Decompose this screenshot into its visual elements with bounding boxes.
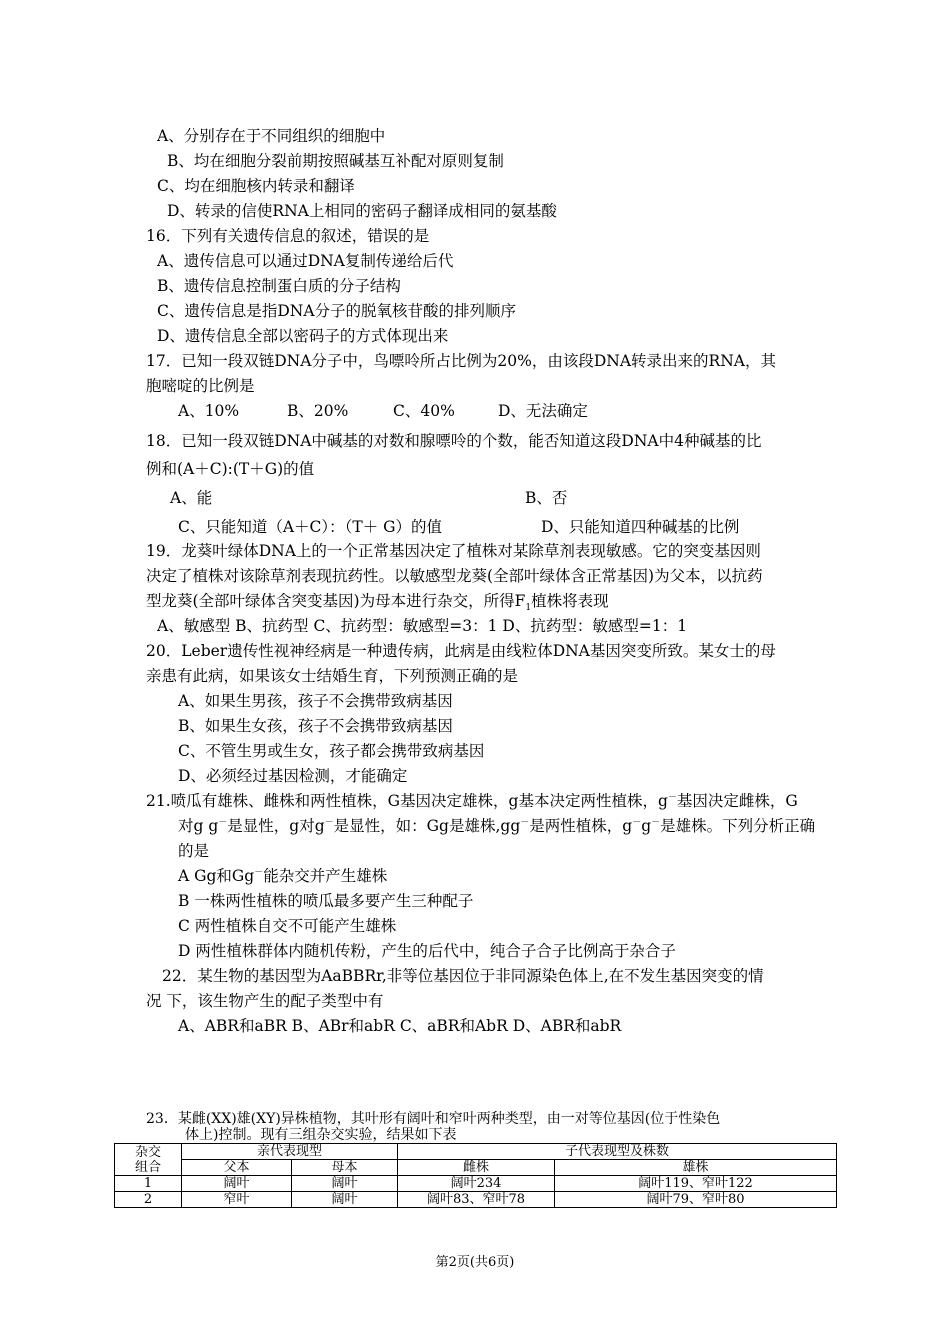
q20-option-c: C、不管生男或生女，孩子都会携带致病基因: [178, 742, 485, 760]
header-father: 父本: [182, 1160, 292, 1176]
q15-option-d: D、转录的信使RNA上相同的密码子翻译成相同的氨基酸: [167, 202, 557, 220]
q16-option-a: A、遗传信息可以通过DNA复制传递给后代: [157, 252, 454, 270]
table-cell: 1: [115, 1176, 182, 1192]
table-row: [115, 1192, 837, 1208]
q20-option-a: A、如果生男孩，孩子不会携带致病基因: [178, 692, 453, 710]
q19-stem-line2: 决定了植株对该除草剂表现抗药性。以敏感型龙葵(全部叶绿体含正常基因)为父本，以抗药: [146, 567, 763, 585]
q21-sup1: －: [667, 792, 677, 803]
q21-sup7: －: [254, 867, 264, 878]
table-cell: 阔叶83、窄叶78: [398, 1192, 555, 1208]
q21-l1a: 21.喷瓜有雄株、雌株和两性植株，G基因决定雄株，g基本决定两性植株，g: [146, 792, 668, 810]
q17-option-c: C、40%: [393, 402, 455, 420]
q17-stem-line2: 胞嘧啶的比例是: [146, 377, 255, 395]
q16-option-d: D、遗传信息全部以密码子的方式体现出来: [157, 327, 449, 345]
q16-option-c: C、遗传信息是指DNA分子的脱氧核苷酸的排列顺序: [157, 302, 517, 320]
q19-options: A、敏感型 B、抗药型 C、抗药型：敏感型=3：1 D、抗药型：敏感型=1：1: [157, 617, 688, 635]
q18-stem-line2: 例和(A＋C):(T＋G)的值: [146, 460, 315, 478]
q22-stem-line2: 况 下，该生物产生的配子类型中有: [146, 992, 384, 1010]
q21-option-c: C 两性植株自交不可能产生雄株: [178, 917, 397, 935]
q21-option-d: D 两性植株群体内随机传粉，产生的后代中，纯合子合子比例高于杂合子: [178, 942, 676, 960]
header-cross-2: 组合: [134, 1159, 161, 1175]
q20-option-d: D、必须经过基因检测，才能确定: [178, 767, 408, 785]
q21-l2c: 是显性，如：Gg是雄株,gg: [333, 817, 521, 835]
table-header-row-1: [115, 1144, 837, 1160]
cross-results-table: [114, 1143, 837, 1208]
header-mother: 母本: [292, 1160, 398, 1176]
q21-opt-a-pre: A Gg和Gg: [178, 867, 255, 885]
q19-line3-post: 植株将表现: [531, 592, 609, 610]
q19-stem-line1: 19．龙葵叶绿体DNA上的一个正常基因决定了植株对某除草剂表现敏感。它的突变基因则: [146, 542, 761, 560]
q16-stem: 16．下列有关遗传信息的叙述，错误的是: [146, 227, 430, 245]
q15-option-a: A、分别存在于不同组织的细胞中: [157, 127, 386, 145]
q21-option-b: B 一株两性植株的喷瓜最多要产生三种配子: [178, 892, 474, 910]
q21-sup2: －: [218, 817, 228, 828]
q18-option-c: C、只能知道（A＋C）：（T＋ G）的值: [178, 518, 443, 536]
q21-sup4: －: [520, 817, 530, 828]
header-cross-combo: [115, 1144, 182, 1176]
q18-option-a: A、能: [170, 489, 213, 507]
q19-line3-sub: 1: [525, 603, 532, 614]
table-cell: 阔叶234: [398, 1176, 555, 1192]
q22-stem-line1: 22．某生物的基因型为AaBBRr,非等位基因位于非同源染色体上,在不发生基因突变的情: [162, 967, 764, 985]
q22-options: A、ABR和aBR B、ABr和abR C、aBR和AbR D、ABR和abR: [178, 1017, 622, 1035]
q19-stem-line3: [146, 591, 609, 614]
q21-stem-line2: [178, 816, 815, 836]
table-cell: 阔叶119、窄叶122: [555, 1176, 837, 1192]
q19-line3-pre: 型龙葵(全部叶绿体含突变基因)为母本进行杂交，所得F: [146, 592, 526, 610]
q21-sup5: －: [632, 817, 642, 828]
table-header-row-2: [115, 1160, 837, 1176]
table-cell: 阔叶79、窄叶80: [555, 1192, 837, 1208]
q21-option-a: [178, 866, 387, 886]
header-male: 雄株: [555, 1160, 837, 1176]
q20-stem-line2: 亲患有此病，如果该女士结婚生育，下列预测正确的是: [146, 667, 519, 685]
header-female: 雌株: [398, 1160, 555, 1176]
table-cell: 2: [115, 1192, 182, 1208]
q15-option-c: C、均在细胞核内转录和翻译: [157, 177, 355, 195]
q17-option-b: B、20%: [287, 402, 349, 420]
q15-option-b: B、均在细胞分裂前期按照碱基互补配对原则复制: [167, 152, 504, 170]
q21-l2a: 对g g: [178, 817, 219, 835]
q21-l2f: 是雄株。下列分析正确: [660, 817, 816, 835]
table-row: [115, 1176, 837, 1192]
q21-stem-line3: 的是: [178, 842, 210, 860]
table-cell: 阔叶: [292, 1192, 398, 1208]
q18-option-d: D、只能知道四种碱基的比例: [541, 518, 740, 536]
q20-stem-line1: 20．Leber遗传性视神经病是一种遗传病，此病是由线粒体DNA基因突变所致。某女士的母: [146, 642, 776, 660]
q21-l1b: 基因决定雌株，G: [676, 792, 798, 810]
q23-stem-line2: 体上)控制。现有三组杂交实验，结果如下表: [185, 1127, 457, 1143]
q17-stem-line1: 17．已知一段双链DNA分子中，鸟嘌呤所占比例为20%，由该段DNA转录出来的RNA，其: [146, 352, 776, 370]
q16-option-b: B、遗传信息控制蛋白质的分子结构: [157, 277, 401, 295]
q17-option-d: D、无法确定: [498, 402, 588, 420]
table-cell: 阔叶: [292, 1176, 398, 1192]
header-offspring-phenotype: 子代表现型及株数: [398, 1144, 837, 1160]
q18-option-b: B、否: [525, 489, 568, 507]
q18-stem-line1: 18．已知一段双链DNA中碱基的对数和腺嘌呤的个数，能否知道这段DNA中4种碱基的比: [146, 432, 762, 450]
q21-stem-line1: [146, 791, 798, 811]
q17-option-a: A、10%: [178, 402, 240, 420]
q21-opt-a-post: 能杂交并产生雄株: [263, 867, 388, 885]
q21-l2e: g: [641, 817, 652, 835]
header-parent-phenotype: 亲代表现型: [182, 1144, 398, 1160]
header-cross-1: 杂交: [134, 1144, 161, 1160]
q20-option-b: B、如果生女孩，孩子不会携带致病基因: [178, 717, 453, 735]
q21-sup6: －: [651, 817, 661, 828]
q23-stem-line1: 23．某雌(XX)雄(XY)异株植物，其叶形有阔叶和窄叶两种类型，由一对等位基因(位于性染色: [146, 1111, 721, 1127]
q21-l2b: 是显性，g对g: [227, 817, 325, 835]
q21-l2d: 是两性植株，g: [529, 817, 633, 835]
table-cell: 窄叶: [182, 1192, 292, 1208]
page-footer: 第2页(共6页): [435, 1255, 515, 1270]
q21-sup3: －: [324, 817, 334, 828]
table-cell: 阔叶: [182, 1176, 292, 1192]
